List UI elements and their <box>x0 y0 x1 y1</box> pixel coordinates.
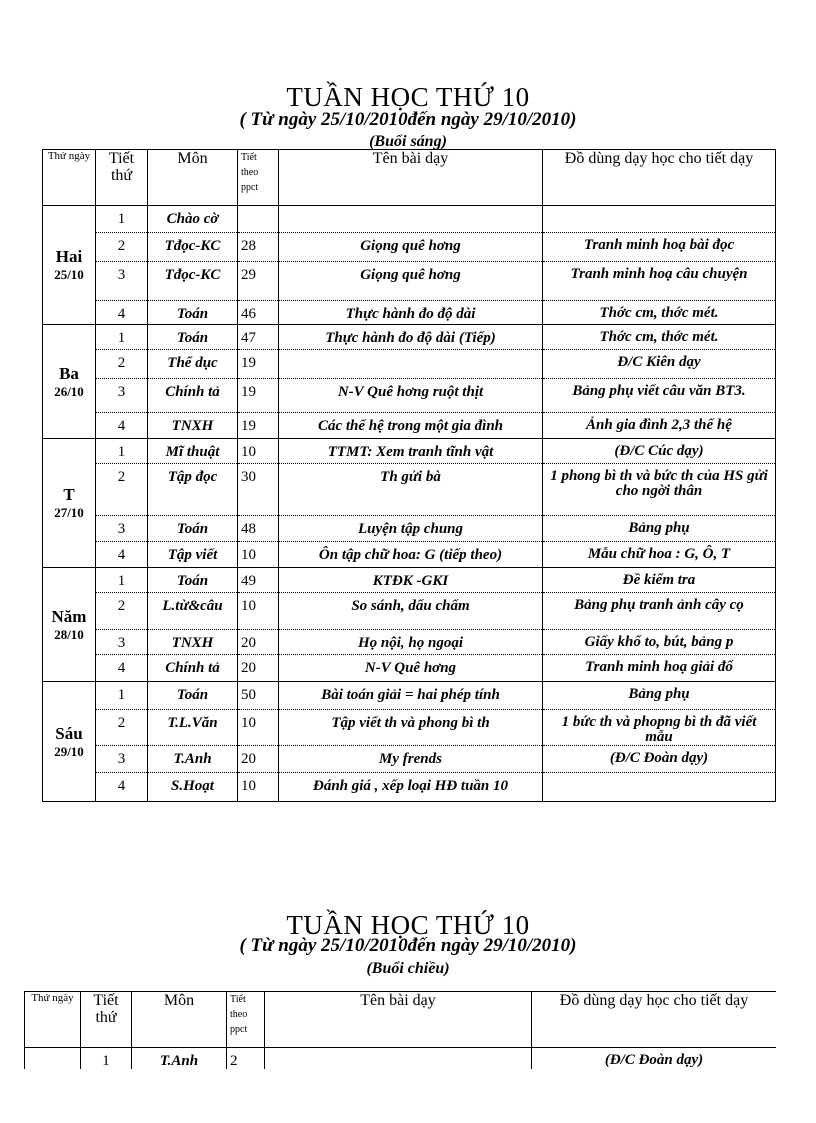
period-number-text: 4 <box>117 306 126 322</box>
ppct-number <box>238 379 279 413</box>
period-number <box>96 655 148 682</box>
ppct-number <box>238 682 279 710</box>
lesson-title-text: So sánh, dấu chấm <box>351 598 470 614</box>
subject <box>148 439 238 464</box>
subject-text: Tđọc-KC <box>164 238 221 254</box>
afternoon-schedule-table <box>24 991 776 1069</box>
header-row <box>43 150 776 206</box>
teaching-materials <box>543 630 776 655</box>
table-row <box>43 568 776 593</box>
subject <box>148 233 238 262</box>
subject <box>148 593 238 630</box>
subject-text: Chính tả <box>165 660 220 676</box>
teaching-materials-text: Mẫu chữ hoa : G, Ô, T <box>587 546 731 562</box>
lesson-title <box>279 593 543 630</box>
subject <box>148 710 238 746</box>
lesson-title-text: Tập viết th và phong bì th <box>331 715 490 731</box>
ppct-number <box>238 773 279 802</box>
period-number-text: 2 <box>117 598 126 614</box>
period-number-text: 4 <box>117 418 126 434</box>
ppct-number-text: 28 <box>241 238 256 254</box>
day-cell <box>43 568 96 682</box>
teaching-materials-text: Giấy khổ to, bút, bảng p <box>584 634 734 650</box>
teaching-materials-text: Bảng phụ <box>628 520 690 536</box>
lesson-title <box>279 630 543 655</box>
ppct-number-text: 20 <box>241 635 256 651</box>
ppct-number <box>238 413 279 439</box>
teaching-materials <box>543 464 776 516</box>
subject-text: Toán <box>176 306 209 322</box>
period-number <box>96 301 148 325</box>
table-row <box>43 542 776 568</box>
lesson-title <box>279 655 543 682</box>
lesson-title <box>279 568 543 593</box>
lesson-title <box>279 773 543 802</box>
period-number-text: 4 <box>117 547 126 563</box>
teaching-materials <box>543 655 776 682</box>
teaching-materials-text: Ảnh gia đình 2,3 thế hệ <box>586 417 732 433</box>
ppct-number <box>238 516 279 542</box>
period-number-text: 3 <box>117 751 126 767</box>
subject-text: Mĩ thuật <box>165 444 220 460</box>
subject-text: Toán <box>176 521 209 537</box>
table-row <box>43 464 776 516</box>
teaching-materials-text: Thớc cm, thớc mét. <box>599 305 719 321</box>
period-number <box>96 682 148 710</box>
day-date: 29/10 <box>54 743 84 759</box>
ppct-number <box>238 630 279 655</box>
period-number <box>96 350 148 379</box>
subject <box>148 325 238 350</box>
day-date: 26/10 <box>54 383 84 399</box>
period-number <box>96 464 148 516</box>
table-row <box>43 630 776 655</box>
subject <box>148 350 238 379</box>
header-mon: Môn <box>132 992 227 1048</box>
header-tiet-thu: Tiết thứ <box>81 992 132 1048</box>
ppct-number <box>238 439 279 464</box>
period-number <box>96 593 148 630</box>
lesson-title <box>279 746 543 773</box>
table-row <box>43 516 776 542</box>
subject <box>148 682 238 710</box>
teaching-materials <box>543 439 776 464</box>
header-do-dung: Đồ dùng dạy học cho tiết dạy <box>532 992 777 1048</box>
period-number-text: 1 <box>117 573 126 589</box>
subject <box>132 1048 227 1070</box>
lesson-title <box>265 1048 532 1070</box>
day-date: 25/10 <box>54 267 84 282</box>
table-row <box>43 682 776 710</box>
teaching-materials-text <box>546 773 772 778</box>
teaching-materials-text: Thớc cm, thớc mét. <box>599 329 719 345</box>
ppct-number <box>238 464 279 516</box>
teaching-materials-text: (Đ/C Đoàn dạy) <box>609 750 709 766</box>
period-number-text: 2 <box>117 238 126 254</box>
lesson-title <box>279 350 543 379</box>
teaching-materials-text: 1 phong bì th và bức th của HS gửi cho ngời thân <box>550 468 768 499</box>
table-row <box>43 413 776 439</box>
teaching-materials-text: 1 bức th và phopng bì th đã viết mẫu <box>561 714 757 745</box>
lesson-title <box>279 413 543 439</box>
subject-text: Thể dục <box>167 355 218 371</box>
teaching-materials <box>543 413 776 439</box>
day-name: Sáu <box>55 723 83 743</box>
lesson-title-text: Thực hành đo độ dài (Tiếp) <box>325 330 496 346</box>
teaching-materials <box>543 233 776 262</box>
subject-text: S.Hoạt <box>171 778 214 794</box>
ppct-number-text: 50 <box>241 687 256 703</box>
teaching-materials-text: Tranh minh hoạ bài đọc <box>583 237 735 253</box>
subject <box>148 464 238 516</box>
lesson-title <box>279 325 543 350</box>
ppct-number <box>238 542 279 568</box>
teaching-materials-text: Tranh minh hoạ câu chuyện <box>570 266 748 282</box>
teaching-materials <box>543 379 776 413</box>
teaching-materials <box>543 682 776 710</box>
period-number <box>96 773 148 802</box>
table-row <box>43 593 776 630</box>
period-number <box>96 568 148 593</box>
teaching-materials <box>543 350 776 379</box>
lesson-title <box>279 262 543 301</box>
ppct-number-text: 2 <box>230 1053 238 1069</box>
subject <box>148 206 238 233</box>
period-number <box>96 710 148 746</box>
ppct-number <box>238 710 279 746</box>
header-ten-bai: Tên bài dạy <box>265 992 532 1048</box>
period-number <box>96 206 148 233</box>
ppct-number-text: 29 <box>241 267 256 283</box>
lesson-title <box>279 516 543 542</box>
ppct-number <box>238 593 279 630</box>
period-number-text: 3 <box>117 384 126 400</box>
teaching-materials <box>543 710 776 746</box>
day-cell <box>43 439 96 568</box>
subject <box>148 773 238 802</box>
header-ten-bai: Tên bài dạy <box>279 150 543 206</box>
ppct-number-text: 20 <box>241 751 256 767</box>
teaching-materials <box>543 262 776 301</box>
subject-text: Toán <box>176 573 209 589</box>
period-number-text: 1 <box>117 330 126 346</box>
subject-text: TNXH <box>171 418 214 434</box>
day-name: Ba <box>59 363 79 383</box>
subject-text: Tập viết <box>167 547 218 563</box>
period-number-text: 1 <box>117 444 126 460</box>
ppct-number-text: 10 <box>241 778 256 794</box>
ppct-number <box>238 655 279 682</box>
teaching-materials <box>543 542 776 568</box>
period-number-text: 1 <box>117 687 126 703</box>
lesson-title-text: N-V Quê hơng <box>364 660 457 676</box>
day-name: Năm <box>51 606 87 626</box>
subject-text: Toán <box>176 687 209 703</box>
day-date: 28/10 <box>54 626 84 642</box>
lesson-title-text: Luyện tập chung <box>357 521 463 537</box>
period-number-text: 3 <box>117 267 126 283</box>
header-thu-ngay: Thứ ngày <box>43 150 96 206</box>
ppct-number-text: 47 <box>241 330 256 346</box>
lesson-title-text: Ôn tập chữ hoa: G (tiếp theo) <box>318 547 503 563</box>
table-row <box>43 206 776 233</box>
lesson-title-text <box>268 1048 528 1053</box>
teaching-materials-text: (Đ/C Cúc dạy) <box>614 443 704 459</box>
ppct-number-text: 10 <box>241 715 256 731</box>
subject-text: T.L.Văn <box>167 715 218 731</box>
morning-schedule-table <box>42 149 776 802</box>
subject-text: Chào cờ <box>166 211 219 227</box>
lesson-title <box>279 464 543 516</box>
teaching-materials <box>543 516 776 542</box>
subject <box>148 301 238 325</box>
teaching-materials <box>543 301 776 325</box>
ppct-number-text: 10 <box>241 598 256 614</box>
ppct-number <box>238 206 279 233</box>
subject <box>148 655 238 682</box>
ppct-number-text: 10 <box>241 547 256 563</box>
lesson-title-text <box>282 350 539 355</box>
lesson-title-text: Thực hành đo độ dài <box>345 306 476 322</box>
teaching-materials-text: Đ/C Kiên dạy <box>617 354 701 370</box>
subject-text: TNXH <box>171 635 214 651</box>
lesson-title <box>279 379 543 413</box>
ppct-number <box>238 233 279 262</box>
period-number <box>96 516 148 542</box>
lesson-title <box>279 542 543 568</box>
period-number <box>96 746 148 773</box>
ppct-number <box>238 325 279 350</box>
ppct-number-text: 10 <box>241 444 256 460</box>
teaching-materials <box>543 206 776 233</box>
teaching-materials-text: Đề kiểm tra <box>622 572 696 588</box>
ppct-number-text <box>241 206 275 211</box>
header-tiet-ppct: Tiết theo ppct <box>227 992 265 1048</box>
table-row <box>43 350 776 379</box>
table-row <box>43 325 776 350</box>
period-number-text: 2 <box>117 469 126 485</box>
day-cell <box>43 682 96 802</box>
period-number <box>96 439 148 464</box>
teaching-materials-text <box>546 206 772 211</box>
period-number <box>96 325 148 350</box>
lesson-title <box>279 710 543 746</box>
day-cell <box>25 1048 81 1070</box>
table-row <box>43 233 776 262</box>
subject-text: L.từ&câu <box>162 598 223 614</box>
header-tiet-thu: Tiết thứ <box>96 150 148 206</box>
teaching-materials <box>543 325 776 350</box>
ppct-number <box>238 301 279 325</box>
subject <box>148 568 238 593</box>
lesson-title <box>279 206 543 233</box>
lesson-title-text: TTMT: Xem tranh tĩnh vật <box>327 444 494 460</box>
morning-session-label: (Buổi sáng) <box>369 133 447 150</box>
period-number <box>96 630 148 655</box>
lesson-title <box>279 233 543 262</box>
ppct-number-text: 19 <box>241 384 256 400</box>
table-row <box>43 379 776 413</box>
subject <box>148 746 238 773</box>
header-do-dung: Đồ dùng dạy học cho tiết dạy <box>543 150 776 206</box>
lesson-title-text: Giọng quê hơng <box>360 238 461 254</box>
lesson-title-text: Bài toán giải = hai phép tính <box>321 687 500 703</box>
lesson-title-text <box>282 206 539 211</box>
subject-text: Tập đọc <box>167 469 218 485</box>
table-row <box>25 1048 777 1070</box>
ppct-number <box>238 350 279 379</box>
subject-text: T.Anh <box>173 751 212 767</box>
header-mon: Môn <box>148 150 238 206</box>
ppct-number-text: 19 <box>241 355 256 371</box>
teaching-materials <box>543 593 776 630</box>
ppct-number-text: 30 <box>241 469 256 485</box>
ppct-number-text: 46 <box>241 306 256 322</box>
subject <box>148 630 238 655</box>
subject-text: Toán <box>176 330 209 346</box>
morning-date-range: ( Từ ngày 25/10/2010đến ngày 29/10/2010) <box>239 109 577 130</box>
afternoon-session-label: (Buổi chiều) <box>366 960 450 977</box>
teaching-materials <box>543 773 776 802</box>
ppct-number <box>238 746 279 773</box>
day-date: 27/10 <box>54 505 84 520</box>
lesson-title-text: Th gửi bà <box>380 469 441 485</box>
period-number-text: 2 <box>117 355 126 371</box>
header-row <box>25 992 777 1048</box>
lesson-title-text: Đánh giá , xếp loại HĐ tuần 10 <box>312 778 509 794</box>
lesson-title <box>279 439 543 464</box>
lesson-title-text: My frends <box>379 751 442 767</box>
period-number <box>96 262 148 301</box>
teaching-materials-text: (Đ/C Đoàn dạy) <box>604 1052 704 1068</box>
afternoon-title: TUẦN HỌC THỨ 10 <box>286 910 530 940</box>
period-number-text: 2 <box>117 715 126 731</box>
ppct-number <box>238 568 279 593</box>
day-cell <box>43 206 96 325</box>
afternoon-date-range: ( Từ ngày 25/10/2010đến ngày 29/10/2010) <box>239 935 577 956</box>
subject <box>148 413 238 439</box>
ppct-number-text: 19 <box>241 418 256 434</box>
ppct-number <box>227 1048 265 1070</box>
period-number-text: 1 <box>102 1053 110 1069</box>
period-number <box>81 1048 132 1070</box>
lesson-title <box>279 301 543 325</box>
lesson-title-text: Các thế hệ trong một gia đình <box>317 418 504 434</box>
period-number <box>96 413 148 439</box>
day-name: T <box>63 485 75 504</box>
table-row <box>43 773 776 802</box>
teaching-materials-text: Tranh minh hoạ giải đố <box>585 659 733 675</box>
teaching-materials <box>543 746 776 773</box>
period-number <box>96 379 148 413</box>
ppct-number <box>238 262 279 301</box>
subject <box>148 262 238 301</box>
table-row <box>43 746 776 773</box>
header-thu-ngay: Thứ ngày <box>25 992 81 1048</box>
header-tiet-ppct: Tiết theo ppct <box>238 150 279 206</box>
ppct-number-text: 48 <box>241 521 256 537</box>
subject-text: T.Anh <box>159 1053 199 1069</box>
ppct-number-text: 49 <box>241 573 256 589</box>
day-name: Hai <box>55 247 83 266</box>
subject <box>148 542 238 568</box>
subject <box>148 379 238 413</box>
lesson-title-text: Giọng quê hơng <box>360 267 461 283</box>
table-row <box>43 262 776 301</box>
afternoon-table-clip <box>24 991 776 1069</box>
teaching-materials-text: Bảng phụ viết câu văn BT3. <box>572 383 746 399</box>
teaching-materials-text: Bảng phụ tranh ảnh cây cọ <box>574 597 744 613</box>
period-number-text: 3 <box>117 635 126 651</box>
day-cell <box>43 325 96 439</box>
lesson-title-text: N-V Quê hơng ruột thịt <box>337 384 484 400</box>
subject <box>148 516 238 542</box>
table-row <box>43 710 776 746</box>
period-number <box>96 542 148 568</box>
teaching-materials-text: Bảng phụ <box>628 686 690 702</box>
subject-text: Tđọc-KC <box>164 267 221 283</box>
lesson-title-text: Họ nội, họ ngoại <box>357 635 464 651</box>
ppct-number-text: 20 <box>241 660 256 676</box>
subject-text: Chính tả <box>165 384 220 400</box>
lesson-title <box>279 682 543 710</box>
period-number-text: 4 <box>117 778 126 794</box>
teaching-materials <box>532 1048 777 1070</box>
period-number <box>96 233 148 262</box>
morning-title: TUẦN HỌC THỨ 10 <box>286 82 530 112</box>
teaching-materials <box>543 568 776 593</box>
period-number-text: 4 <box>117 660 126 676</box>
lesson-title-text: KTĐK -GKI <box>372 573 449 589</box>
period-number-text: 3 <box>117 521 126 537</box>
table-row <box>43 301 776 325</box>
table-row <box>43 655 776 682</box>
table-row <box>43 439 776 464</box>
period-number-text: 1 <box>117 211 126 227</box>
